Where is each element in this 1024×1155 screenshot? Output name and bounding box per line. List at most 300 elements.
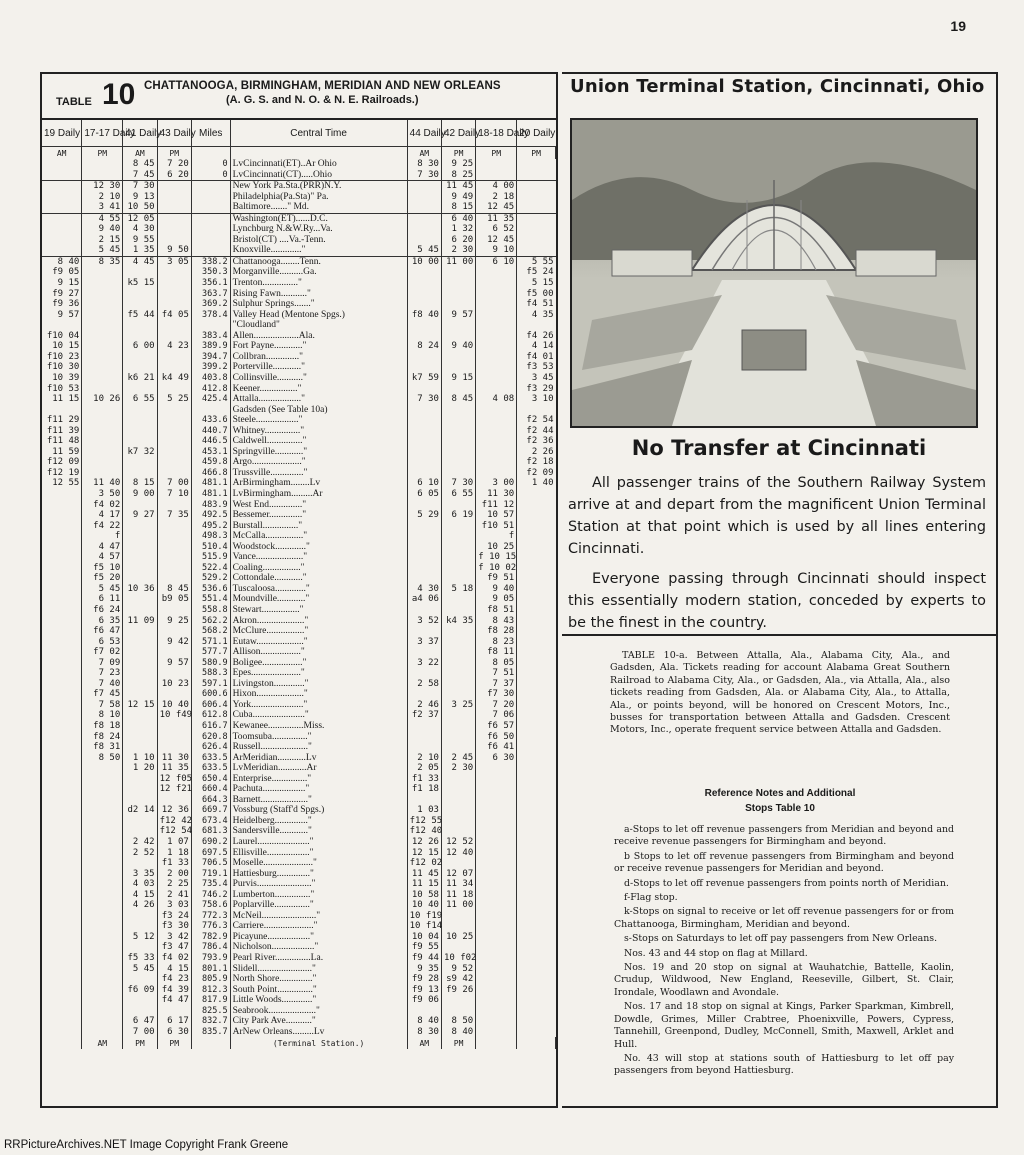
time-17-17: 4 17 (82, 510, 123, 521)
time-42: 2 45 (441, 753, 475, 764)
mileage: 793.9 (191, 953, 230, 964)
time-41 (123, 542, 157, 553)
time-20: 5 55 (517, 256, 556, 267)
time-18-18 (476, 921, 517, 932)
time-17-17 (82, 964, 123, 975)
time-19 (42, 213, 82, 224)
time-44: 9 35 (407, 964, 441, 975)
time-41 (123, 816, 157, 827)
time-44: 8 30 (407, 159, 441, 170)
time-44 (407, 320, 441, 331)
station-name: Allison................." (230, 647, 407, 658)
time-17-17: f7 02 (82, 647, 123, 658)
time-41 (123, 426, 157, 437)
time-19 (42, 921, 82, 932)
time-44: k7 59 (407, 373, 441, 384)
time-17-17 (82, 362, 123, 373)
time-17-17 (82, 795, 123, 806)
time-20 (517, 858, 556, 869)
station-name: Sandersville............" (230, 826, 407, 837)
time-43: b9 05 (157, 594, 191, 605)
time-43: 7 20 (157, 159, 191, 170)
time-44: 5 29 (407, 510, 441, 521)
time-18-18: 7 06 (476, 710, 517, 721)
time-17-17: 7 58 (82, 700, 123, 711)
time-43 (157, 521, 191, 532)
time-19: 10 39 (42, 373, 82, 384)
am-pm-cell (476, 1037, 517, 1049)
reference-notes-title-line1: Reference Notes and Additional (704, 788, 856, 799)
time-43 (157, 1006, 191, 1017)
time-17-17: 3 41 (82, 202, 123, 213)
time-44 (407, 362, 441, 373)
mileage: 633.5 (191, 753, 230, 764)
am-pm-cell: AM (123, 147, 157, 160)
time-42 (441, 457, 475, 468)
time-18-18 (476, 974, 517, 985)
time-20 (517, 721, 556, 732)
time-18-18 (476, 774, 517, 785)
union-terminal-photo (570, 118, 978, 428)
time-18-18: f8 11 (476, 647, 517, 658)
footer-am-pm-row (42, 1037, 556, 1049)
time-19 (42, 848, 82, 859)
mileage: 492.5 (191, 510, 230, 521)
mileage: 369.2 (191, 299, 230, 310)
time-19 (42, 170, 82, 181)
mileage: 786.4 (191, 942, 230, 953)
table-row (42, 616, 556, 627)
time-41: 3 35 (123, 869, 157, 880)
station-name: Collbran.............." (230, 352, 407, 363)
time-42: 8 25 (441, 170, 475, 181)
time-43: f12 54 (157, 826, 191, 837)
table-row (42, 911, 556, 922)
station-name: ArMeridian............Lv (230, 753, 407, 764)
time-44 (407, 668, 441, 679)
time-19 (42, 742, 82, 753)
time-41 (123, 742, 157, 753)
time-20 (517, 405, 556, 416)
time-20: f4 26 (526, 330, 554, 341)
paragraph-southern-railway: All passenger trains of the Southern Railway System arrive at and depart from the magnificent Union Terminal Station at that point which is used by all lines entering Cincinnati. (568, 475, 986, 557)
time-42 (441, 668, 475, 679)
time-44: f9 13 (407, 985, 441, 996)
mileage: 522.4 (191, 563, 230, 574)
station-name: Vance...................." (230, 552, 407, 563)
time-17-17: f6 47 (82, 626, 123, 637)
time-17-17: 2 10 (82, 192, 123, 203)
mileage (191, 181, 230, 192)
time-18-18: f8 51 (476, 605, 517, 616)
time-41: 5 45 (123, 964, 157, 975)
mileage (191, 224, 230, 235)
time-44: f8 40 (407, 310, 441, 321)
time-18-18: 8 05 (476, 658, 517, 669)
station-name: Springville............" (230, 447, 407, 458)
table-label: TABLE (56, 96, 92, 108)
am-pm-cell (517, 1037, 556, 1049)
time-19 (42, 816, 82, 827)
time-42 (441, 383, 475, 394)
time-20 (517, 753, 556, 764)
time-17-17: f8 31 (82, 742, 123, 753)
time-17-17 (82, 890, 123, 901)
table-row (42, 626, 556, 637)
time-41 (123, 436, 157, 447)
time-20 (517, 942, 556, 953)
time-17-17 (82, 1016, 123, 1027)
time-43 (157, 436, 191, 447)
table-row (42, 837, 556, 848)
time-17-17 (82, 1027, 123, 1038)
time-43 (157, 468, 191, 479)
time-44: 6 05 (407, 489, 441, 500)
am-pm-cell: PM (517, 147, 556, 160)
time-41: 11 09 (123, 616, 157, 627)
time-43 (157, 278, 191, 289)
table-row (42, 426, 556, 437)
time-43: 3 05 (157, 256, 191, 267)
time-43: f3 30 (157, 921, 191, 932)
am-pm-cell: PM (441, 1037, 475, 1049)
time-17-17: f8 24 (82, 732, 123, 743)
time-19 (42, 932, 82, 943)
time-42: 6 40 (441, 213, 475, 224)
mileage: 719.1 (191, 869, 230, 880)
time-17-17 (82, 932, 123, 943)
timetable-grid (42, 120, 556, 1049)
time-42 (441, 521, 475, 532)
mileage (191, 320, 230, 331)
time-42 (441, 721, 475, 732)
time-18-18 (476, 159, 517, 170)
station-name: Little Woods............." (230, 995, 407, 1006)
mileage: 673.4 (191, 816, 230, 827)
time-43 (157, 721, 191, 732)
time-42 (441, 921, 475, 932)
mileage: 394.7 (191, 352, 230, 363)
station-name: Morganville..........Ga. (230, 267, 407, 278)
time-19 (42, 647, 82, 658)
time-41 (123, 594, 157, 605)
time-20 (517, 890, 556, 901)
time-20: 4 35 (531, 309, 554, 320)
station-name: Seabrook...................." (230, 1006, 407, 1017)
mileage (191, 405, 230, 416)
time-44 (407, 278, 441, 289)
time-17-17 (82, 826, 123, 837)
time-44: 10 f19 (407, 911, 441, 922)
time-43: 12 36 (157, 805, 191, 816)
time-17-17 (82, 953, 123, 964)
time-18-18 (476, 405, 517, 416)
station-name: Philadelphia(Pa.Sta)" Pa. (230, 192, 407, 203)
time-17-17 (82, 278, 123, 289)
time-44: f1 33 (407, 774, 441, 785)
time-18-18 (476, 1016, 517, 1027)
mileage: 383.4 (191, 331, 230, 342)
time-41: 6 55 (123, 394, 157, 405)
table-row (42, 447, 556, 458)
time-20 (517, 616, 556, 627)
table-row (42, 373, 556, 384)
station-illustration (572, 120, 976, 426)
time-42 (441, 732, 475, 743)
time-42 (441, 689, 475, 700)
time-18-18 (476, 858, 517, 869)
time-17-17 (82, 869, 123, 880)
time-43: f4 05 (157, 310, 191, 321)
am-pm-cell (191, 1037, 230, 1049)
time-41: k5 15 (123, 278, 157, 289)
time-43: 6 17 (157, 1016, 191, 1027)
time-41: 4 30 (123, 224, 157, 235)
mileage: 832.7 (191, 1016, 230, 1027)
time-19 (42, 985, 82, 996)
time-41 (123, 362, 157, 373)
table-row (42, 890, 556, 901)
time-19 (42, 763, 82, 774)
time-17-17: 6 35 (82, 616, 123, 627)
am-pm-cell: PM (123, 1037, 157, 1049)
time-43 (157, 362, 191, 373)
time-42 (441, 911, 475, 922)
time-18-18: 4 08 (476, 394, 517, 405)
reference-note: Nos. 17 and 18 stop on signal at Kings, Parker Sparkman, Kimbrell, Dowdle, Grimes, Miller Crabtree, Phoenixville, Powers, Cypress, Tannehill, Greenpond, Dudley, McConnell, Smith, Maxwell, Arklet and Hull. (614, 1001, 954, 1050)
am-pm-cell: PM (82, 147, 123, 160)
time-44: f9 44 (407, 953, 441, 964)
table-row (42, 489, 556, 500)
time-42: 6 20 (441, 235, 475, 246)
time-19 (42, 320, 82, 331)
table-row (42, 436, 556, 447)
column-header-row (42, 120, 556, 147)
table-row (42, 605, 556, 616)
time-44: f2 37 (407, 710, 441, 721)
time-19 (42, 159, 82, 170)
reference-note: k-Stops on signal to receive or let off revenue passengers for or from Chattanooga, Birmingham, Meridian and beyond. (614, 906, 954, 930)
mileage: 825.5 (191, 1006, 230, 1017)
station-name: Whitney..............." (230, 426, 407, 437)
time-42: 12 52 (441, 837, 475, 848)
time-18-18: 8 23 (476, 637, 517, 648)
time-44 (407, 352, 441, 363)
station-name: Stewart................" (230, 605, 407, 616)
am-pm-cell: PM (441, 147, 475, 160)
mileage: 481.1 (191, 478, 230, 489)
station-name: Pachuta.................." (230, 784, 407, 795)
station-name: Porterville............" (230, 362, 407, 373)
time-20 (517, 584, 556, 595)
time-18-18: 6 52 (476, 224, 517, 235)
station-name: Bristol(CT) ....Va.-Tenn. (230, 235, 407, 246)
time-42: 8 40 (441, 1027, 475, 1038)
time-41 (123, 668, 157, 679)
time-42 (441, 415, 475, 426)
table-row (42, 869, 556, 880)
mileage: 558.8 (191, 605, 230, 616)
table-row (42, 848, 556, 859)
mileage: 515.9 (191, 552, 230, 563)
reference-note: No. 43 will stop at stations south of Hattiesburg to let off pay passengers from beyond Hattiesburg. (614, 1052, 954, 1077)
time-43 (157, 531, 191, 542)
station-name: Russell...................." (230, 742, 407, 753)
mileage: 801.1 (191, 964, 230, 975)
time-41: 2 52 (123, 848, 157, 859)
mileage: 746.2 (191, 890, 230, 901)
time-19 (42, 890, 82, 901)
station-name: Fort Payne............" (230, 341, 407, 352)
time-17-17 (82, 805, 123, 816)
time-20 (517, 742, 556, 753)
mileage: 597.1 (191, 679, 230, 690)
time-44: 7 30 (407, 394, 441, 405)
time-44 (407, 647, 441, 658)
time-17-17 (82, 816, 123, 827)
time-17-17 (82, 1006, 123, 1017)
time-17-17: 4 57 (82, 552, 123, 563)
time-17-17 (82, 763, 123, 774)
station-name: Cuba......................" (230, 710, 407, 721)
timetable-subtitle: (A. G. S. and N. O. & N. E. Railroads.) (226, 94, 419, 106)
time-20 (517, 900, 556, 911)
mileage: 758.6 (191, 900, 230, 911)
mileage: 433.6 (191, 415, 230, 426)
table-row (42, 710, 556, 721)
time-20 (517, 964, 556, 975)
time-44: 8 40 (407, 1016, 441, 1027)
time-18-18 (476, 468, 517, 479)
table-row (42, 542, 556, 553)
time-42 (441, 626, 475, 637)
time-20 (517, 805, 556, 816)
station-name: Washington(ET)......D.C. (230, 213, 407, 224)
time-44: 10 f14 (407, 921, 441, 932)
time-44 (407, 605, 441, 616)
time-18-18 (476, 890, 517, 901)
mileage: 378.4 (191, 310, 230, 321)
table-row (42, 181, 556, 192)
time-41 (123, 995, 157, 1006)
time-42 (441, 605, 475, 616)
time-20 (517, 837, 556, 848)
time-18-18 (476, 373, 517, 384)
station-name: Argo....................." (230, 457, 407, 468)
mileage: 403.8 (191, 373, 230, 384)
time-17-17 (82, 911, 123, 922)
table-row (42, 170, 556, 181)
time-19 (42, 181, 82, 192)
time-44: 2 46 (407, 700, 441, 711)
paragraph-inspect-station: Everyone passing through Cincinnati should inspect this essentially modern station, conceded by experts to be the finest in the country. (568, 571, 986, 631)
time-19 (42, 826, 82, 837)
time-17-17: 11 40 (82, 478, 123, 489)
time-41: f6 09 (123, 985, 157, 996)
time-42 (441, 278, 475, 289)
time-20: f3 53 (526, 362, 554, 373)
reference-note: a-Stops to let off revenue passengers from Meridian and beyond and receive revenue passengers for Birmingham and beyond. (614, 824, 954, 848)
time-18-18 (476, 795, 517, 806)
time-42: 9 40 (441, 341, 475, 352)
time-17-17: 9 40 (82, 224, 123, 235)
time-44 (407, 415, 441, 426)
time-19 (42, 942, 82, 953)
reference-notes-list (614, 824, 954, 1080)
time-41 (123, 267, 157, 278)
time-42 (441, 267, 475, 278)
time-19: f12 09 (42, 457, 82, 468)
time-44 (407, 192, 441, 203)
table-row (42, 1016, 556, 1027)
time-42 (441, 352, 475, 363)
time-18-18: 6 10 (476, 256, 517, 267)
time-44: 2 58 (407, 679, 441, 690)
time-44: a4 06 (407, 594, 441, 605)
time-43 (157, 202, 191, 213)
time-44: f9 55 (407, 942, 441, 953)
time-17-17: 7 23 (82, 668, 123, 679)
station-name: Laurel......................" (230, 837, 407, 848)
time-41: 12 15 (123, 700, 157, 711)
time-42 (441, 795, 475, 806)
headline: No Transfer at Cincinnati (631, 436, 927, 460)
time-19 (42, 721, 82, 732)
time-18-18 (476, 869, 517, 880)
time-17-17: 8 35 (82, 256, 123, 267)
time-20: f4 51 (526, 299, 554, 310)
time-44 (407, 1006, 441, 1017)
table-row (42, 816, 556, 827)
time-41 (123, 942, 157, 953)
time-42 (441, 426, 475, 437)
mileage: 568.2 (191, 626, 230, 637)
time-44 (407, 500, 441, 511)
time-41 (123, 521, 157, 532)
divider (562, 634, 996, 636)
time-41: 9 27 (123, 510, 157, 521)
time-42 (441, 858, 475, 869)
time-44: 10 40 (407, 900, 441, 911)
time-42 (441, 1006, 475, 1017)
time-41: 5 12 (123, 932, 157, 943)
time-19 (42, 202, 82, 213)
time-20 (517, 531, 556, 542)
mileage: 633.5 (191, 763, 230, 774)
mileage: 551.4 (191, 594, 230, 605)
time-43 (157, 426, 191, 437)
table-row (42, 192, 556, 203)
time-41: 1 20 (123, 763, 157, 774)
table-row (42, 742, 556, 753)
time-18-18 (476, 964, 517, 975)
time-43: f4 39 (157, 985, 191, 996)
time-43 (157, 213, 191, 224)
time-41 (123, 626, 157, 637)
time-19: 12 55 (42, 478, 82, 489)
table-row (42, 637, 556, 648)
time-18-18: f8 28 (476, 626, 517, 637)
station-name: Bessemer.............." (230, 510, 407, 521)
time-17-17: 10 26 (82, 394, 123, 405)
table-row (42, 500, 556, 511)
time-42: k4 35 (441, 616, 475, 627)
time-41: 6 00 (123, 341, 157, 352)
table-10a-note: TABLE 10-a. Between Attalla, Ala., Alabama City, Ala., and Gadsden, Ala. Tickets reading for account Alabama Great Southern Railroad to Alabama City, Ala., or Gadsden, Ala., via Attalla, Ala., also tickets reading from Gadsden, Ala. or Alabama City, Ala., to Attalla, Ala., or points beyond, will be honored on Crescent Motors, Inc., busses for transportation between Attalla and Gadsden. Crescent Motors, Inc., operate frequent service between Attalla and Gadsden. (610, 650, 950, 736)
time-42 (441, 942, 475, 953)
time-17-17 (82, 858, 123, 869)
table-row (42, 531, 556, 542)
